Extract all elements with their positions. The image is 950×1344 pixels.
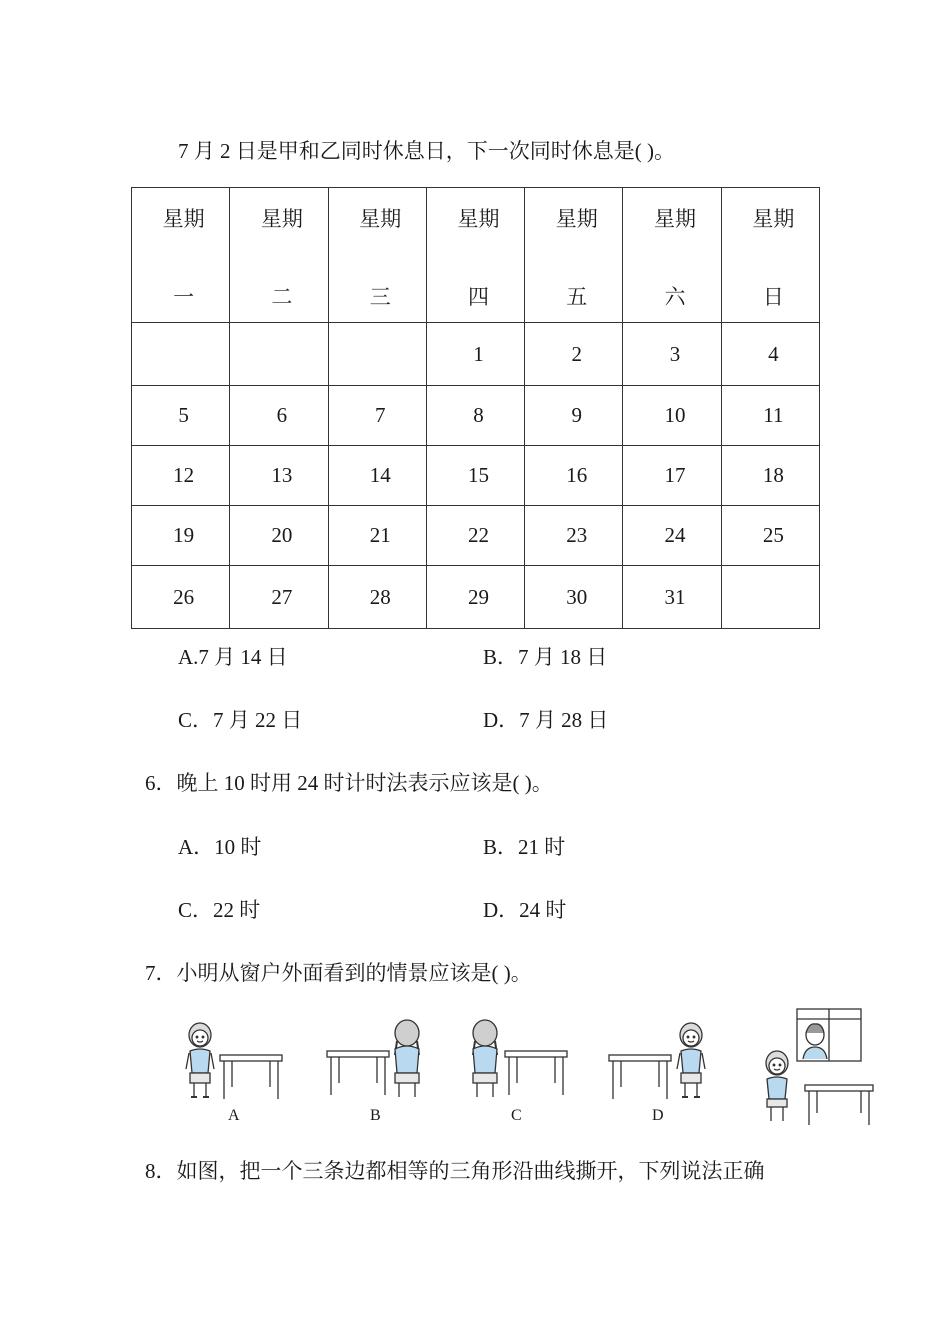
calendar-cell: 7 [328,386,426,446]
calendar-cell: 9 [525,386,623,446]
q8-stem: 8．如图，把一个三条边都相等的三角形沿曲线撕开，下列说法正确 [145,1159,765,1183]
calendar-cell: 30 [525,566,623,629]
calendar-header-row [132,188,820,323]
calendar-cell [721,566,819,629]
q6-option-a[interactable]: A．10 时 [178,835,262,859]
q6-option-d[interactable]: D．24 时 [483,898,567,922]
calendar-cell: 27 [230,566,328,629]
calendar-cell: 12 [132,446,230,506]
q5-option-b[interactable]: B．7 月 18 日 [483,645,608,669]
header-mon: 星期 一 [132,188,230,323]
calendar-week-row [132,323,820,386]
calendar-cell: 28 [328,566,426,629]
calendar-week-row [132,446,820,506]
calendar-cell: 8 [426,386,524,446]
calendar-week-row [132,386,820,446]
figure-label-d: D [652,1107,664,1124]
calendar-cell: 22 [426,506,524,566]
calendar-cell: 19 [132,506,230,566]
calendar-cell [230,323,328,386]
calendar-week-row [132,506,820,566]
calendar-cell: 21 [328,506,426,566]
calendar-cell [328,323,426,386]
calendar-week-row [132,566,820,629]
q6-stem: 6．晚上 10 时用 24 时计时法表示应该是( )。 [145,771,553,795]
figure-label-a: A [228,1107,240,1124]
calendar-cell [132,323,230,386]
calendar-cell: 20 [230,506,328,566]
calendar-cell: 18 [721,446,819,506]
calendar-cell: 15 [426,446,524,506]
calendar-cell: 4 [721,323,819,386]
option-c-illustration[interactable] [465,1015,575,1105]
q5-option-c[interactable]: C．7 月 22 日 [178,708,303,732]
calendar-cell: 26 [132,566,230,629]
q7-stem: 7．小明从窗户外面看到的情景应该是( )。 [145,961,532,985]
header-sat: 星期 六 [623,188,721,323]
option-d-illustration[interactable] [607,1015,717,1105]
figure-label-c: C [511,1107,522,1124]
calendar-cell: 3 [623,323,721,386]
calendar-cell: 6 [230,386,328,446]
q6-option-c[interactable]: C．22 时 [178,898,261,922]
option-a-illustration[interactable] [180,1015,290,1105]
q6-option-b[interactable]: B．21 时 [483,835,566,859]
calendar-cell: 17 [623,446,721,506]
calendar-cell: 5 [132,386,230,446]
calendar-cell: 1 [426,323,524,386]
calendar-cell: 11 [721,386,819,446]
header-sun: 星期 日 [721,188,819,323]
q5-stem: 7 月 2 日是甲和乙同时休息日，下一次同时休息是( )。 [178,139,675,163]
calendar-cell: 31 [623,566,721,629]
header-tue: 星期 二 [230,188,328,323]
calendar-cell: 16 [525,446,623,506]
calendar-cell: 29 [426,566,524,629]
option-b-illustration[interactable] [325,1015,435,1105]
figure-label-b: B [370,1107,381,1124]
q5-option-a[interactable]: A.7 月 14 日 [178,645,288,669]
calendar-cell: 23 [525,506,623,566]
window-scene-illustration [755,1005,880,1130]
header-wed: 星期 三 [328,188,426,323]
calendar-table [131,187,820,629]
calendar-cell: 24 [623,506,721,566]
calendar-cell: 25 [721,506,819,566]
calendar-cell: 13 [230,446,328,506]
header-thu: 星期 四 [426,188,524,323]
calendar-cell: 2 [525,323,623,386]
calendar-cell: 10 [623,386,721,446]
q5-option-d[interactable]: D．7 月 28 日 [483,708,609,732]
header-fri: 星期 五 [525,188,623,323]
calendar-cell: 14 [328,446,426,506]
